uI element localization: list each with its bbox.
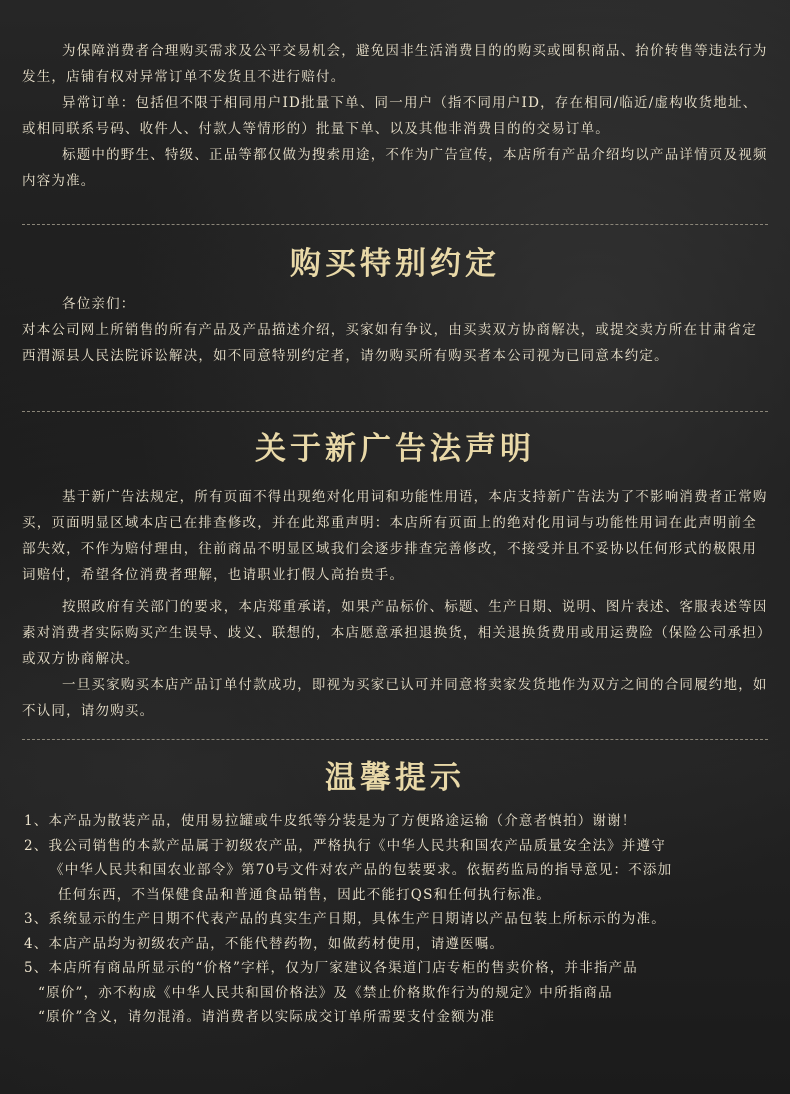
tips-section (24, 809, 772, 1030)
section-title-tips: 温馨提示 (325, 760, 465, 796)
tip-item: 3、系统显示的生产日期不代表产品的真实生产日期，具体生产日期请以产品包装上所标示的为准。 (24, 911, 666, 927)
ad-law-paragraph: 按照政府有关部门的要求，本店郑重承诺，如果产品标价、标题、生产日期、说明、图片表述、客服表述等因素对消费者实际购买产生误导、歧义、联想的，本店愿意承担退换货，相关退换货费用或用运费险（保险公司承担）或双方协商解决。 (22, 599, 768, 667)
ad-law-paragraph: 基于新广告法规定，所有页面不得出现绝对化用词和功能性用语，本店支持新广告法为了不影响消费者正常购买，页面明显区域本店已在排查修改，并在此郑重声明：本店所有页面上的绝对化用词与功能性用词在此声明前全部失效，不作为赔付理由，往前商品不明显区域我们会逐步排查完善修改，不接受并且不妥协以任何形式的极限用词赔付，希望各位消费者理解，也请职业打假人高抬贵手。 (22, 489, 768, 583)
intro-paragraph: 异常订单：包括但不限于相同用户ID批量下单、同一用户（指不同用户ID，存在相同/临近/虚构收货地址、或相同联系号码、收件人、付款人等情形的）批量下单、以及其他非消费目的的交易订单。 (22, 95, 758, 137)
intro-section (22, 38, 770, 194)
agreement-paragraph: 对本公司网上所销售的所有产品及产品描述介绍，买家如有争议，由买卖双方协商解决，或提交卖方所在甘肃省定西渭源县人民法院诉讼解决，如不同意特别约定者，请勿购买所有购买者本公司视为已同意本约定。 (22, 322, 757, 364)
section-divider (22, 739, 768, 740)
tips-list (24, 809, 772, 1030)
tip-item: 1、本产品为散装产品，使用易拉罐或牛皮纸等分装是为了方便路途运输（介意者慎拍）谢谢！ (24, 813, 637, 829)
intro-paragraph: 为保障消费者合理购买需求及公平交易机会，避免因非生活消费目的的购买或囤积商品、抬价转售等违法行为发生，店铺有权对异常订单不发货且不进行赔付。 (22, 43, 768, 85)
greeting: 各位亲们： (62, 296, 136, 312)
section-divider (22, 224, 768, 225)
section-title-ad-law: 关于新广告法声明 (255, 431, 535, 467)
ad-law-paragraph: 一旦买家购买本店产品订单付款成功，即视为买家已认可并同意将卖家发货地作为双方之间的合同履约地，如不认同，请勿购买。 (22, 677, 768, 719)
tip-item: 5、本店所有商品所显示的“价格”字样，仅为厂家建议各渠道门店专柜的售卖价格，并非指产品 “原价”，亦不构成《中华人民共和国价格法》及《禁止价格欺作行为的规定》中所指商品 “原价”含义，请勿混淆。请消费者以实际成交订单所需要支付金额为准 (24, 960, 638, 1025)
section-divider (22, 411, 768, 412)
section-title-purchase-agreement: 购买特别约定 (290, 246, 500, 282)
tip-item: 2、我公司销售的本款产品属于初级农产品，严格执行《中华人民共和国农产品质量安全法》并遵守 《中华人民共和国农业部令》第70号文件对农产品的包装要求。依据药监局的指导意见：不添加 任何东西，不当保健食品和普通食品销售，因此不能打QS和任何执行标准。 (24, 837, 673, 903)
intro-paragraph: 标题中的野生、特级、正品等都仅做为搜索用途，不作为广告宣传，本店所有产品介绍均以产品详情页及视频内容为准。 (22, 147, 768, 189)
tip-item: 4、本店产品均为初级农产品，不能代替药物，如做药材使用，请遵医嘱。 (24, 935, 505, 952)
purchase-agreement-section (22, 291, 770, 369)
ad-law-section (22, 484, 770, 724)
